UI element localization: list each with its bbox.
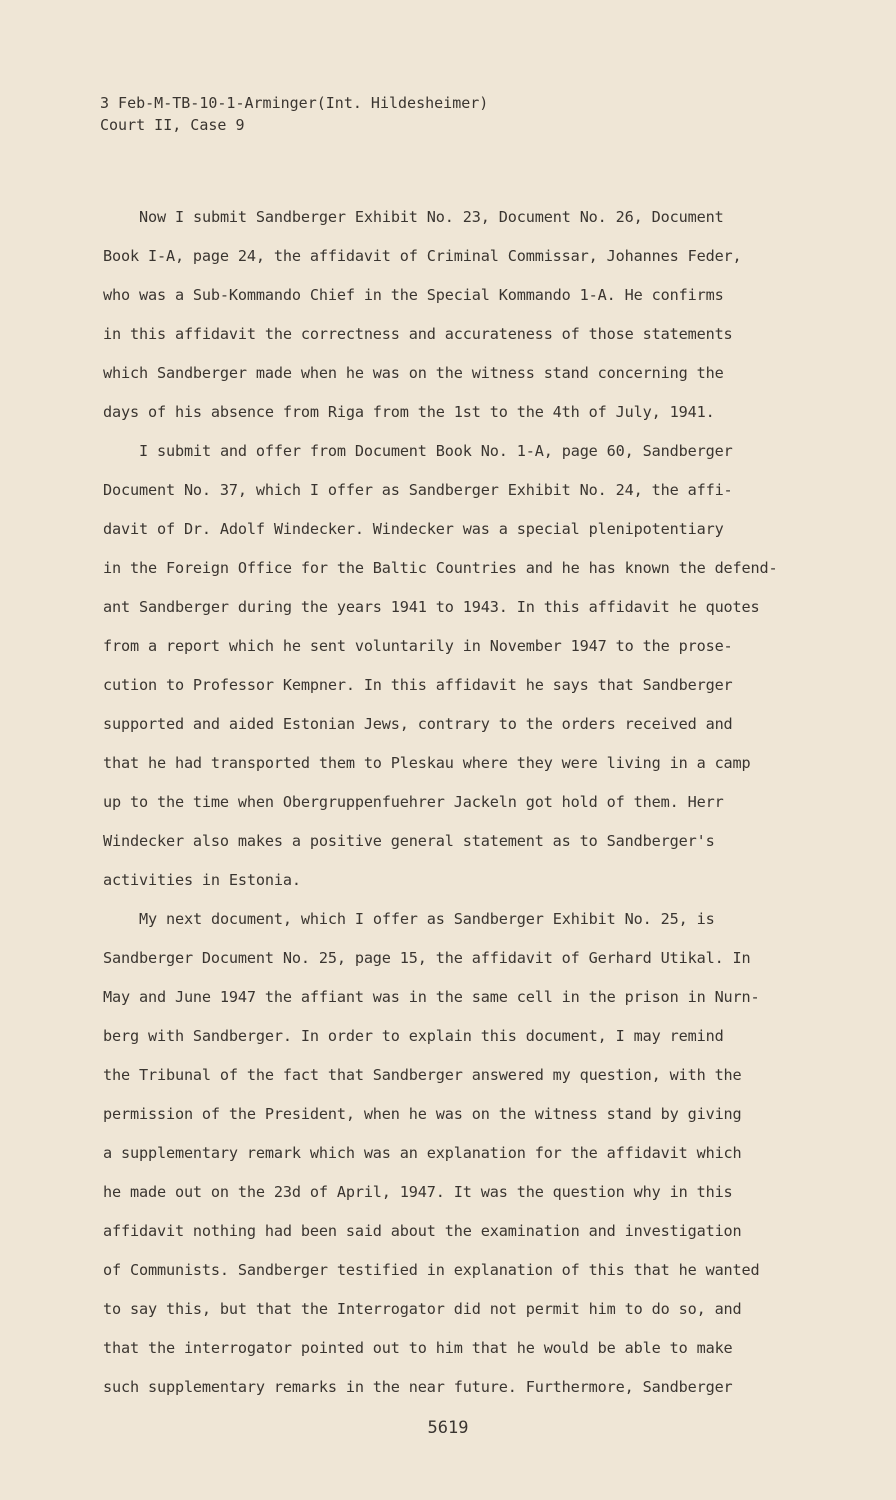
paragraph-line: May and June 1947 the affiant was in the same cell in the prison in Nurn- bbox=[103, 988, 760, 1006]
paragraph-line: affidavit nothing had been said about the examination and investigation bbox=[103, 1222, 742, 1240]
header-court: Court II, Case 9 bbox=[100, 116, 245, 134]
paragraph-line: activities in Estonia. bbox=[103, 871, 301, 889]
paragraph-line: the Tribunal of the fact that Sandberger answered my question, with the bbox=[103, 1066, 742, 1084]
paragraph-line: that he had transported them to Pleskau where they were living in a camp bbox=[103, 754, 751, 772]
paragraph-line: cution to Professor Kempner. In this affidavit he says that Sandberger bbox=[103, 676, 733, 694]
paragraph-line: Now I submit Sandberger Exhibit No. 23, Document No. 26, Document bbox=[139, 208, 724, 226]
paragraph-line: which Sandberger made when he was on the witness stand concerning the bbox=[103, 364, 724, 382]
paragraph-line: Book I-A, page 24, the affidavit of Criminal Commissar, Johannes Feder, bbox=[103, 247, 742, 265]
paragraph-line: who was a Sub-Kommando Chief in the Special Kommando 1-A. He confirms bbox=[103, 286, 724, 304]
paragraph-line: he made out on the 23d of April, 1947. It was the question why in this bbox=[103, 1183, 733, 1201]
paragraph-line: such supplementary remarks in the near future. Furthermore, Sandberger bbox=[103, 1378, 733, 1396]
paragraph-line: to say this, but that the Interrogator did not permit him to do so, and bbox=[103, 1300, 742, 1318]
paragraph-line: Sandberger Document No. 25, page 15, the affidavit of Gerhard Utikal. In bbox=[103, 949, 751, 967]
paragraph-line: Windecker also makes a positive general statement as to Sandberger's bbox=[103, 832, 715, 850]
paragraph-line: of Communists. Sandberger testified in explanation of this that he wanted bbox=[103, 1261, 760, 1279]
paragraph-line: berg with Sandberger. In order to explain this document, I may remind bbox=[103, 1027, 724, 1045]
paragraph-line: Document No. 37, which I offer as Sandberger Exhibit No. 24, the affi- bbox=[103, 481, 733, 499]
document-header bbox=[100, 92, 488, 136]
paragraph-line: up to the time when Obergruppenfuehrer Jackeln got hold of them. Herr bbox=[103, 793, 724, 811]
paragraph-line: from a report which he sent voluntarily in November 1947 to the prose- bbox=[103, 637, 733, 655]
paragraph-line: supported and aided Estonian Jews, contrary to the orders received and bbox=[103, 715, 733, 733]
paragraph-line: permission of the President, when he was on the witness stand by giving bbox=[103, 1105, 742, 1123]
paragraph-line: days of his absence from Riga from the 1st to the 4th of July, 1941. bbox=[103, 403, 715, 421]
paragraph-line: in this affidavit the correctness and accurateness of those statements bbox=[103, 325, 733, 343]
header-reference: 3 Feb-M-TB-10-1-Arminger(Int. Hildesheimer) bbox=[100, 94, 489, 112]
paragraph-line: My next document, which I offer as Sandberger Exhibit No. 25, is bbox=[139, 910, 715, 928]
paragraph-line: that the interrogator pointed out to him that he would be able to make bbox=[103, 1339, 733, 1357]
paragraph-line: I submit and offer from Document Book No. 1-A, page 60, Sandberger bbox=[139, 442, 733, 460]
page-number: 5619 bbox=[427, 1418, 469, 1438]
paragraph-line: in the Foreign Office for the Baltic Countries and he has known the defend- bbox=[103, 559, 778, 577]
paragraph-line: ant Sandberger during the years 1941 to 1943. In this affidavit he quotes bbox=[103, 598, 760, 616]
paragraph-line: a supplementary remark which was an explanation for the affidavit which bbox=[103, 1144, 742, 1162]
paragraph-line: davit of Dr. Adolf Windecker. Windecker was a special plenipotentiary bbox=[103, 520, 724, 538]
document-body bbox=[103, 202, 823, 1411]
